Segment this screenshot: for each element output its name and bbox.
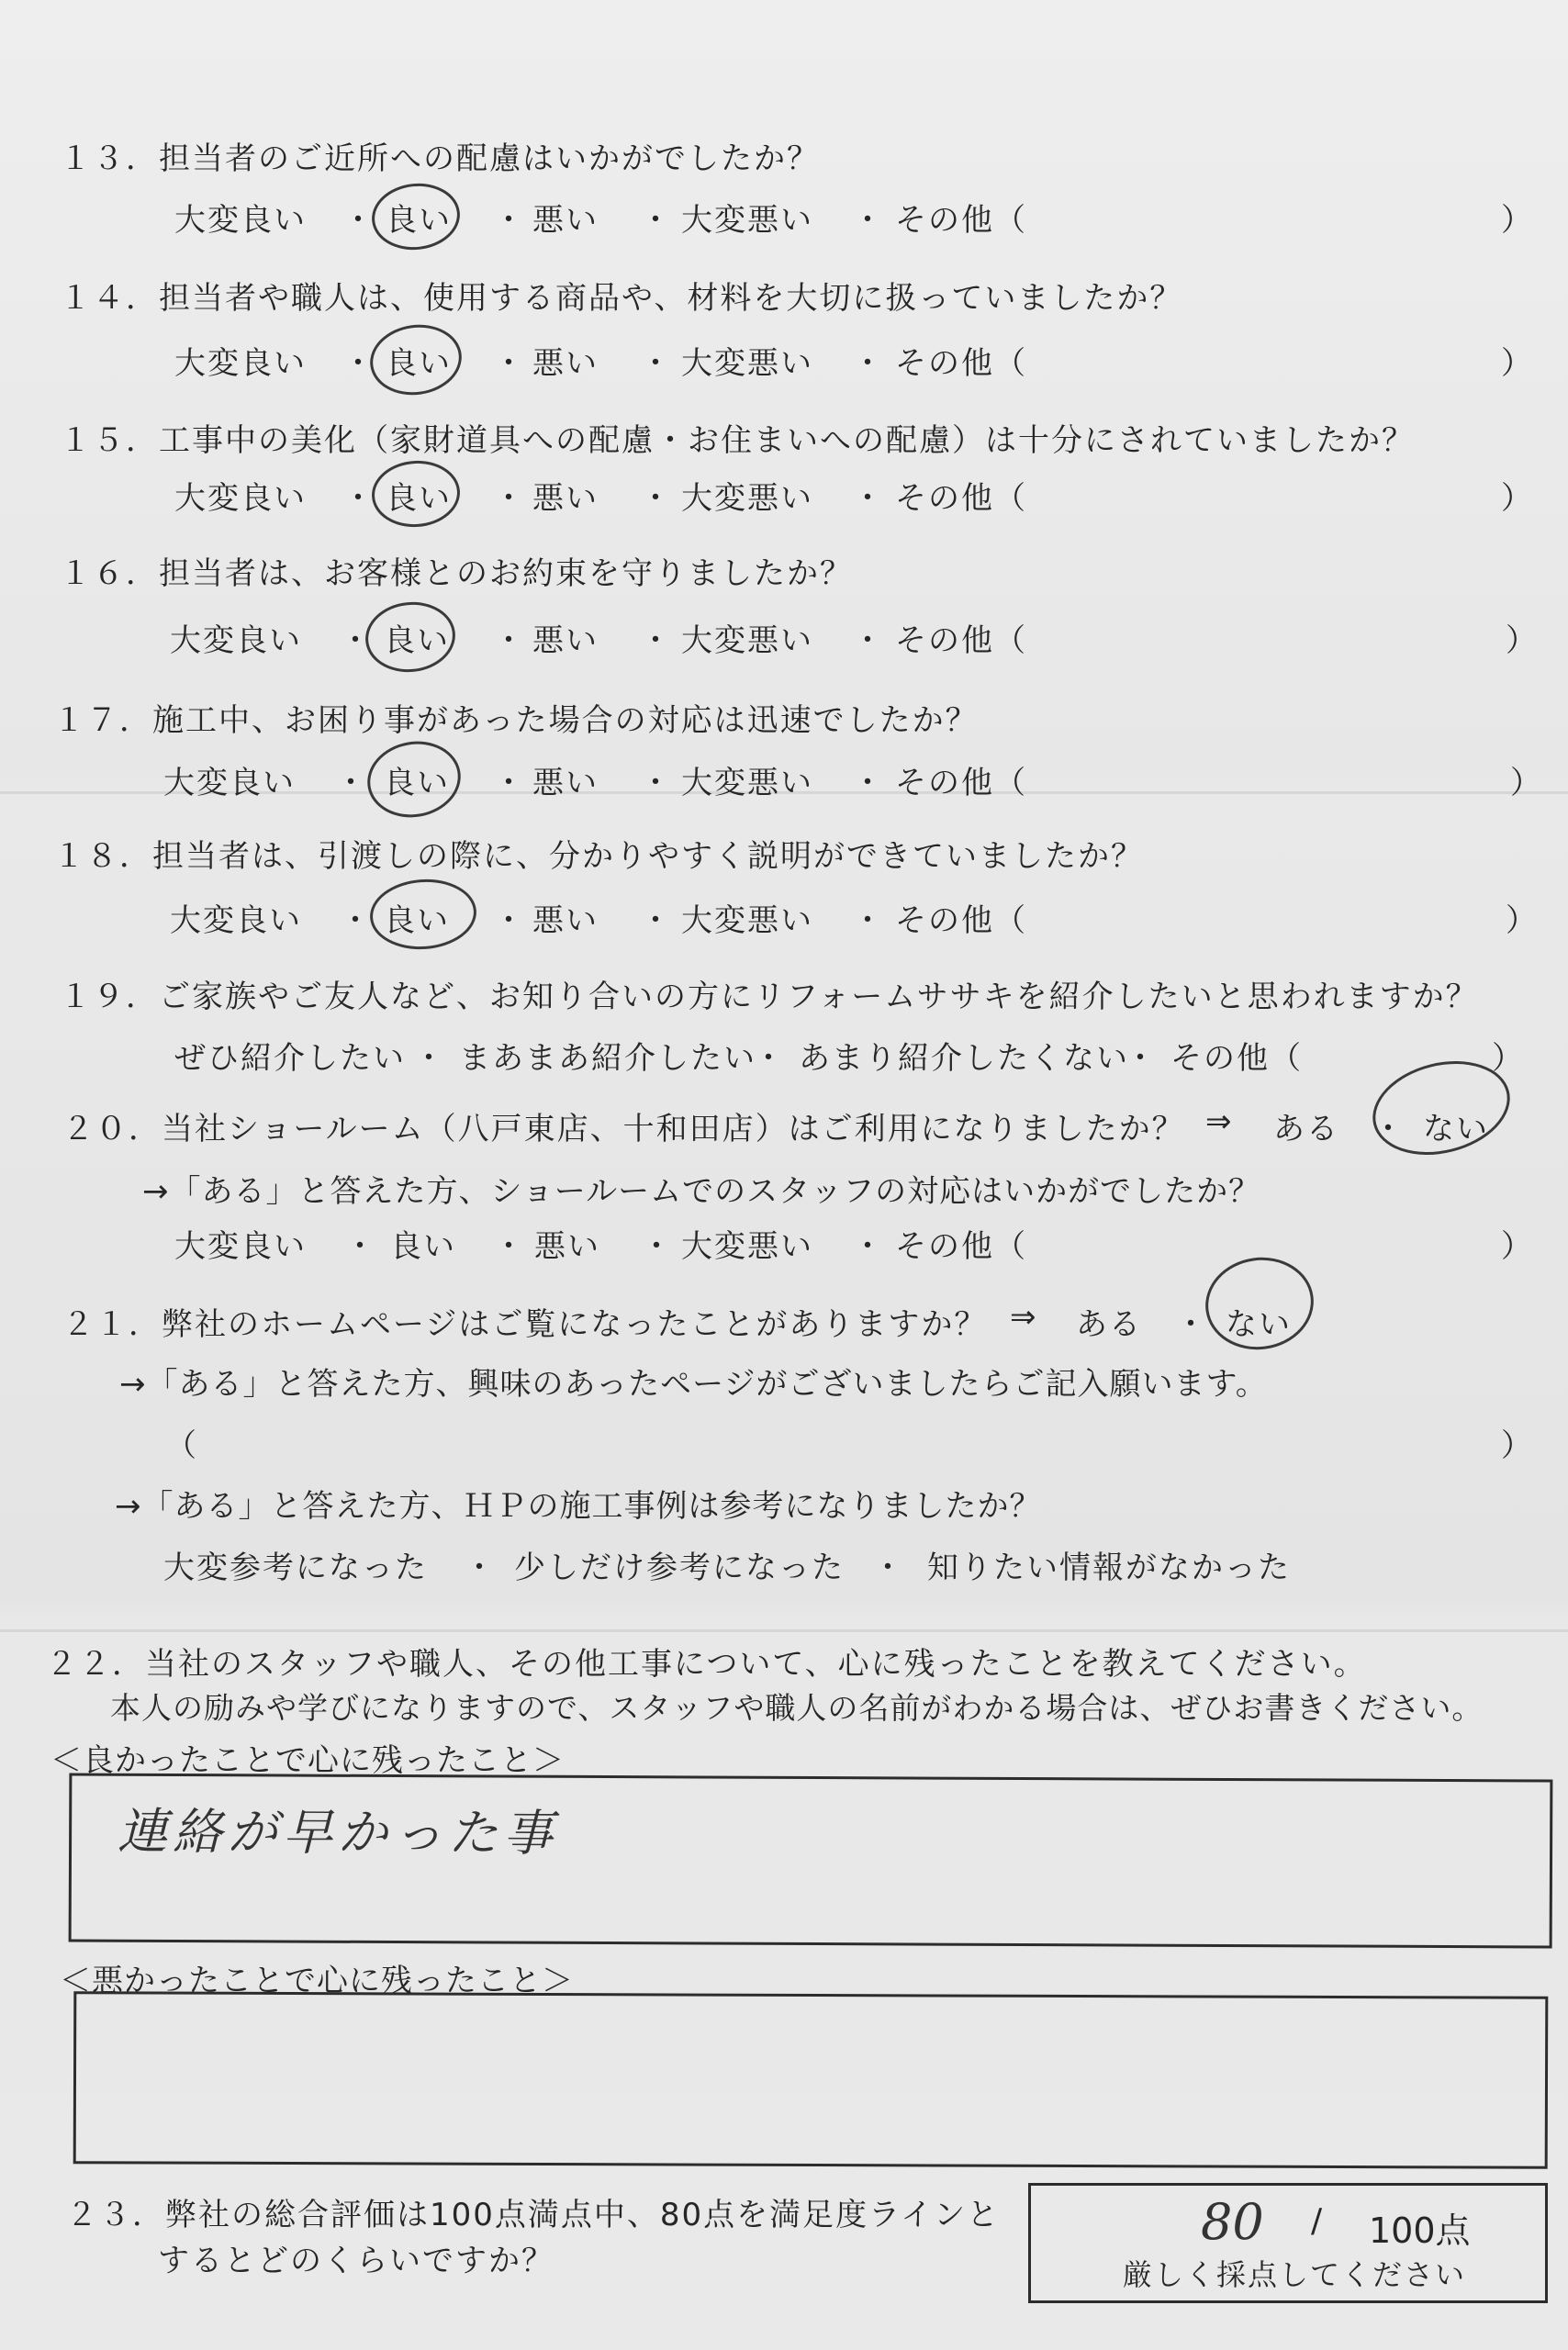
option-separator: ・: [413, 1040, 446, 1077]
option-separator: ・: [340, 622, 373, 659]
question-16-text: １６．担当者は、お客様とのお約束を守りましたか？: [60, 555, 853, 592]
q20-followup: →「ある」と答えた方、ショールームでのスタッフの対応はいかがでしたか？: [142, 1173, 1261, 1210]
option-separator: ・: [640, 902, 673, 939]
q18-option[interactable]: 良い: [384, 902, 450, 939]
option-separator: ・: [640, 345, 673, 382]
good-memory-answer: 連絡が早かった事: [117, 1802, 559, 1863]
q13-option[interactable]: 良い: [386, 202, 452, 239]
q21-separator: ・: [1175, 1306, 1208, 1343]
q19-option[interactable]: あまり紹介したくない: [799, 1040, 1129, 1077]
option-separator: ・: [852, 622, 885, 659]
q14-option[interactable]: 大変悪い: [681, 345, 813, 382]
q21-arrow: ⇒: [1010, 1299, 1038, 1336]
q18-option[interactable]: 大変良い: [170, 902, 302, 939]
q14-option[interactable]: 良い: [386, 345, 452, 382]
q15-option[interactable]: ）: [1501, 480, 1534, 517]
good-memory-box[interactable]: [69, 1773, 1553, 1948]
q20-option[interactable]: ）: [1501, 1228, 1534, 1265]
q23-text-line1: ２３．弊社の総合評価は100点満点中、80点を満足度ラインと: [66, 2197, 1001, 2233]
option-separator: ・: [342, 345, 375, 382]
option-separator: ・: [852, 902, 885, 939]
option-separator: ・: [640, 765, 673, 801]
option-separator: ・: [493, 202, 526, 239]
q17-option[interactable]: 大変良い: [163, 765, 296, 801]
q13-option[interactable]: ）: [1501, 202, 1534, 239]
q20-text: ２０．当社ショールーム（八戸東店、十和田店）はご利用になりましたか？: [62, 1111, 1185, 1147]
option-separator: ・: [342, 480, 375, 517]
option-separator: ・: [344, 1228, 377, 1265]
q16-option[interactable]: 悪い: [532, 622, 599, 659]
q14-option[interactable]: 大変良い: [174, 345, 307, 382]
q20-arrow: ⇒: [1205, 1103, 1234, 1140]
score-max: 100点: [1369, 2210, 1471, 2251]
q20-no-option[interactable]: ない: [1423, 1111, 1489, 1147]
option-separator: ・: [493, 765, 526, 801]
q20-option[interactable]: 大変悪い: [681, 1228, 813, 1265]
option-separator: ・: [852, 202, 885, 239]
q21-option[interactable]: 知りたい情報がなかった: [927, 1550, 1291, 1586]
bad-memory-label: ＜悪かったことで心に残ったこと＞: [60, 1963, 574, 1999]
q15-option[interactable]: その他（: [895, 480, 1027, 517]
q13-option[interactable]: 大変良い: [174, 202, 307, 239]
q13-option[interactable]: 悪い: [532, 202, 599, 239]
question-17-text: １７．施工中、お困り事があった場合の対応は迅速でしたか？: [53, 702, 979, 739]
q20-option[interactable]: 悪い: [534, 1228, 600, 1265]
q16-option[interactable]: ）: [1506, 622, 1539, 659]
q13-option[interactable]: 大変悪い: [681, 202, 813, 239]
q21-paren-open: （: [165, 1427, 197, 1464]
q16-option[interactable]: その他（: [895, 622, 1027, 659]
option-separator: ・: [872, 1550, 905, 1586]
q20-yes-option[interactable]: ある: [1273, 1111, 1339, 1147]
option-separator: ・: [493, 622, 526, 659]
q17-option[interactable]: 大変悪い: [681, 765, 813, 801]
q18-option[interactable]: 悪い: [532, 902, 599, 939]
q20-separator: ・: [1372, 1111, 1406, 1147]
option-separator: ・: [342, 202, 375, 239]
q14-option[interactable]: その他（: [895, 345, 1027, 382]
q21-option[interactable]: 大変参考になった: [163, 1550, 428, 1586]
option-separator: ・: [852, 345, 885, 382]
q21-followup-1: →「ある」と答えた方、興味のあったページがございましたらご記入願います。: [119, 1366, 1268, 1403]
q21-paren-close: ）: [1501, 1427, 1533, 1464]
q18-option[interactable]: その他（: [895, 902, 1027, 939]
q21-followup-2: →「ある」と答えた方、ＨＰの施工事例は参考になりましたか？: [115, 1488, 1042, 1525]
q13-option[interactable]: その他（: [895, 202, 1027, 239]
q19-option[interactable]: ぜひ紹介したい: [174, 1040, 406, 1077]
option-separator: ・: [640, 202, 673, 239]
q15-option[interactable]: 大変悪い: [681, 480, 813, 517]
q21-no-option[interactable]: ない: [1226, 1306, 1292, 1343]
question-14-text: １４．担当者や職人は、使用する商品や、材料を大切に扱っていましたか？: [60, 280, 1183, 317]
option-separator: ・: [340, 902, 373, 939]
q23-text-line2: するとどのくらいですか？: [158, 2243, 554, 2279]
q16-option[interactable]: 大変悪い: [681, 622, 813, 659]
q17-option[interactable]: その他（: [895, 765, 1027, 801]
paper-fold-line: [0, 1629, 1568, 1632]
option-separator: ・: [464, 1550, 497, 1586]
q20-option[interactable]: 良い: [390, 1228, 456, 1265]
option-separator: ・: [852, 480, 885, 517]
option-separator: ・: [493, 1228, 526, 1265]
option-separator: ・: [753, 1040, 786, 1077]
q15-option[interactable]: 良い: [386, 480, 452, 517]
score-value: 80: [1201, 2193, 1264, 2251]
option-separator: ・: [641, 1228, 674, 1265]
q16-option[interactable]: 良い: [384, 622, 450, 659]
option-separator: ・: [1125, 1040, 1158, 1077]
q21-text: ２１．弊社のホームページはご覧になったことがありますか？: [62, 1306, 988, 1343]
q22-text: ２２．当社のスタッフや職人、その他工事について、心に残ったことを教えてください。: [46, 1646, 1367, 1683]
q19-option[interactable]: その他（: [1170, 1040, 1303, 1077]
option-separator: ・: [493, 345, 526, 382]
q19-option[interactable]: ）: [1492, 1040, 1525, 1077]
q22-note: 本人の励みや学びになりますので、スタッフや職人の名前がわかる場合は、ぜひお書きください。: [110, 1690, 1484, 1726]
q14-option[interactable]: ）: [1501, 345, 1534, 382]
q17-option[interactable]: 悪い: [532, 765, 599, 801]
q15-option[interactable]: 大変良い: [174, 480, 307, 517]
q16-option[interactable]: 大変良い: [170, 622, 302, 659]
option-separator: ・: [493, 902, 526, 939]
q17-option[interactable]: 良い: [384, 765, 450, 801]
q17-option[interactable]: ）: [1510, 765, 1543, 801]
q19-option[interactable]: まあまあ紹介したい: [459, 1040, 756, 1077]
option-separator: ・: [640, 622, 673, 659]
score-slash: /: [1311, 2202, 1323, 2240]
option-separator: ・: [852, 1228, 885, 1265]
option-separator: ・: [852, 765, 885, 801]
q20-option[interactable]: 大変良い: [174, 1228, 307, 1265]
q18-option[interactable]: 大変悪い: [681, 902, 813, 939]
option-separator: ・: [640, 480, 673, 517]
good-memory-label: ＜良かったことで心に残ったこと＞: [50, 1742, 565, 1779]
q21-option[interactable]: 少しだけ参考になった: [514, 1550, 845, 1586]
option-separator: ・: [493, 480, 526, 517]
question-18-text: １８．担当者は、引渡しの際に、分かりやすく説明ができていましたか？: [53, 838, 1144, 875]
question-15-text: １５．工事中の美化（家財道具への配慮・お住まいへの配慮）は十分にされていましたか？: [60, 422, 1415, 459]
q14-option[interactable]: 悪い: [532, 345, 599, 382]
q15-option[interactable]: 悪い: [532, 480, 599, 517]
question-19-text: １９．ご家族やご友人など、お知り合いの方にリフォームササキを紹介したいと思われますか？: [60, 979, 1479, 1015]
q20-option[interactable]: その他（: [895, 1228, 1027, 1265]
question-13-text: １３．担当者のご近所への配慮はいかがでしたか？: [60, 140, 820, 177]
option-separator: ・: [335, 765, 368, 801]
q21-yes-option[interactable]: ある: [1076, 1306, 1142, 1343]
score-box[interactable]: [1028, 2183, 1548, 2303]
q18-option[interactable]: ）: [1506, 902, 1539, 939]
score-note: 厳しく採点してください: [1123, 2257, 1467, 2292]
bad-memory-box[interactable]: [73, 1991, 1549, 2169]
